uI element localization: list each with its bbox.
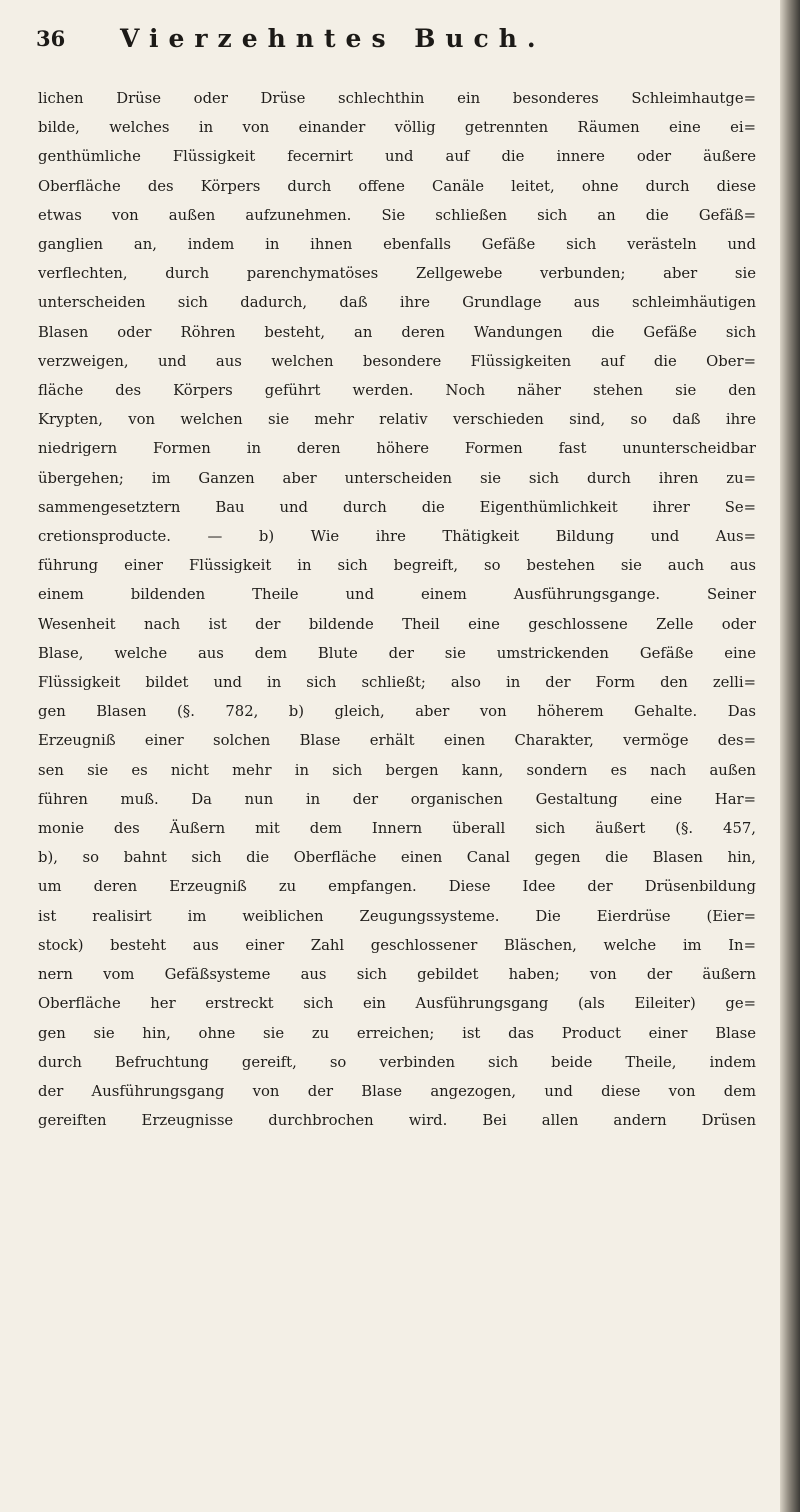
text-line: genthümliche Flüssigkeit fecernirt und auf die innere oder äußere (38, 148, 756, 166)
text-line: übergehen; im Ganzen aber unterscheiden sie sich durch ihren zu= (38, 469, 756, 487)
text-line: Erzeugniß einer solchen Blase erhält einen Charakter, vermöge des= (38, 732, 756, 750)
text-line: sammengesetztern Bau und durch die Eigenthümlichkeit ihrer Se= (38, 498, 756, 516)
text-line: einem bildenden Theile und einem Ausführungsgange. Seiner (38, 586, 756, 604)
text-line: ist realisirt im weiblichen Zeugungssysteme. Die Eierdrüse (Eier= (38, 907, 756, 925)
text-line: niedrigern Formen in deren höhere Formen fast ununterscheidbar (38, 440, 756, 458)
text-line: Blase, welche aus dem Blute der sie umstrickenden Gefäße eine (38, 644, 756, 662)
text-line: gen sie hin, ohne sie zu erreichen; ist das Product einer Blase (38, 1024, 756, 1042)
text-line: verflechten, durch parenchymatöses Zellgewebe verbunden; aber sie (38, 265, 756, 283)
text-line: sen sie es nicht mehr in sich bergen kann, sondern es nach außen (38, 761, 756, 779)
text-line: führung einer Flüssigkeit in sich begreift, so bestehen sie auch aus (38, 557, 756, 575)
text-line: verzweigen, und aus welchen besondere Flüssigkeiten auf die Ober= (38, 352, 756, 370)
text-line: stock) besteht aus einer Zahl geschlossener Bläschen, welche im In= (38, 936, 756, 954)
text-line: gen Blasen (§. 782, b) gleich, aber von höherem Gehalte. Das (38, 703, 756, 721)
text-line: etwas von außen aufzunehmen. Sie schließen sich an die Gefäß= (38, 206, 756, 224)
text-line: fläche des Körpers geführt werden. Noch näher stehen sie den (38, 382, 756, 400)
text-line: Blasen oder Röhren besteht, an deren Wandungen die Gefäße sich (38, 323, 756, 341)
text-line: lichen Drüse oder Drüse schlechthin ein besonderes Schleimhautge= (38, 90, 756, 107)
text-line: nern vom Gefäßsysteme aus sich gebildet haben; von der äußern (38, 966, 756, 984)
text-line: bilde, welches in von einander völlig getrennten Räumen eine ei= (38, 119, 756, 137)
text-line: um deren Erzeugniß zu empfangen. Diese Idee der Drüsenbildung (38, 878, 756, 896)
running-title: Vierzehntes Buch. (120, 24, 546, 53)
text-line: Oberfläche her erstreckt sich ein Ausführungsgang (als Eileiter) ge= (38, 995, 756, 1013)
body-text (38, 84, 756, 1135)
page-number: 36 (36, 26, 66, 51)
text-line: führen muß. Da nun in der organischen Gestaltung eine Har= (38, 790, 756, 808)
text-line: gereiften Erzeugnisse durchbrochen wird. Bei allen andern Drüsen (38, 1112, 756, 1130)
text-line: unterscheiden sich dadurch, daß ihre Grundlage aus schleimhäutigen (38, 294, 756, 312)
text-line: der Ausführungsgang von der Blase angezogen, und diese von dem (38, 1082, 756, 1100)
text-line: durch Befruchtung gereift, so verbinden sich beide Theile, indem (38, 1053, 756, 1071)
text-line: monie des Äußern mit dem Innern überall sich äußert (§. 457, (38, 820, 756, 838)
text-line: Oberfläche des Körpers durch offene Canäle leitet, ohne durch diese (38, 177, 756, 195)
text-line: cretionsproducte. — b) Wie ihre Thätigkeit Bildung und Aus= (38, 528, 756, 546)
text-line: ganglien an, indem in ihnen ebenfalls Gefäße sich verästeln und (38, 236, 756, 254)
text-line: Wesenheit nach ist der bildende Theil eine geschlossene Zelle oder (38, 615, 756, 633)
page-edge-shadow (780, 0, 800, 1512)
text-line: Flüssigkeit bildet und in sich schließt; also in der Form den zelli= (38, 674, 756, 692)
text-line: b), so bahnt sich die Oberfläche einen Canal gegen die Blasen hin, (38, 849, 756, 867)
page-header (36, 20, 736, 60)
text-line: Krypten, von welchen sie mehr relativ verschieden sind, so daß ihre (38, 411, 756, 429)
